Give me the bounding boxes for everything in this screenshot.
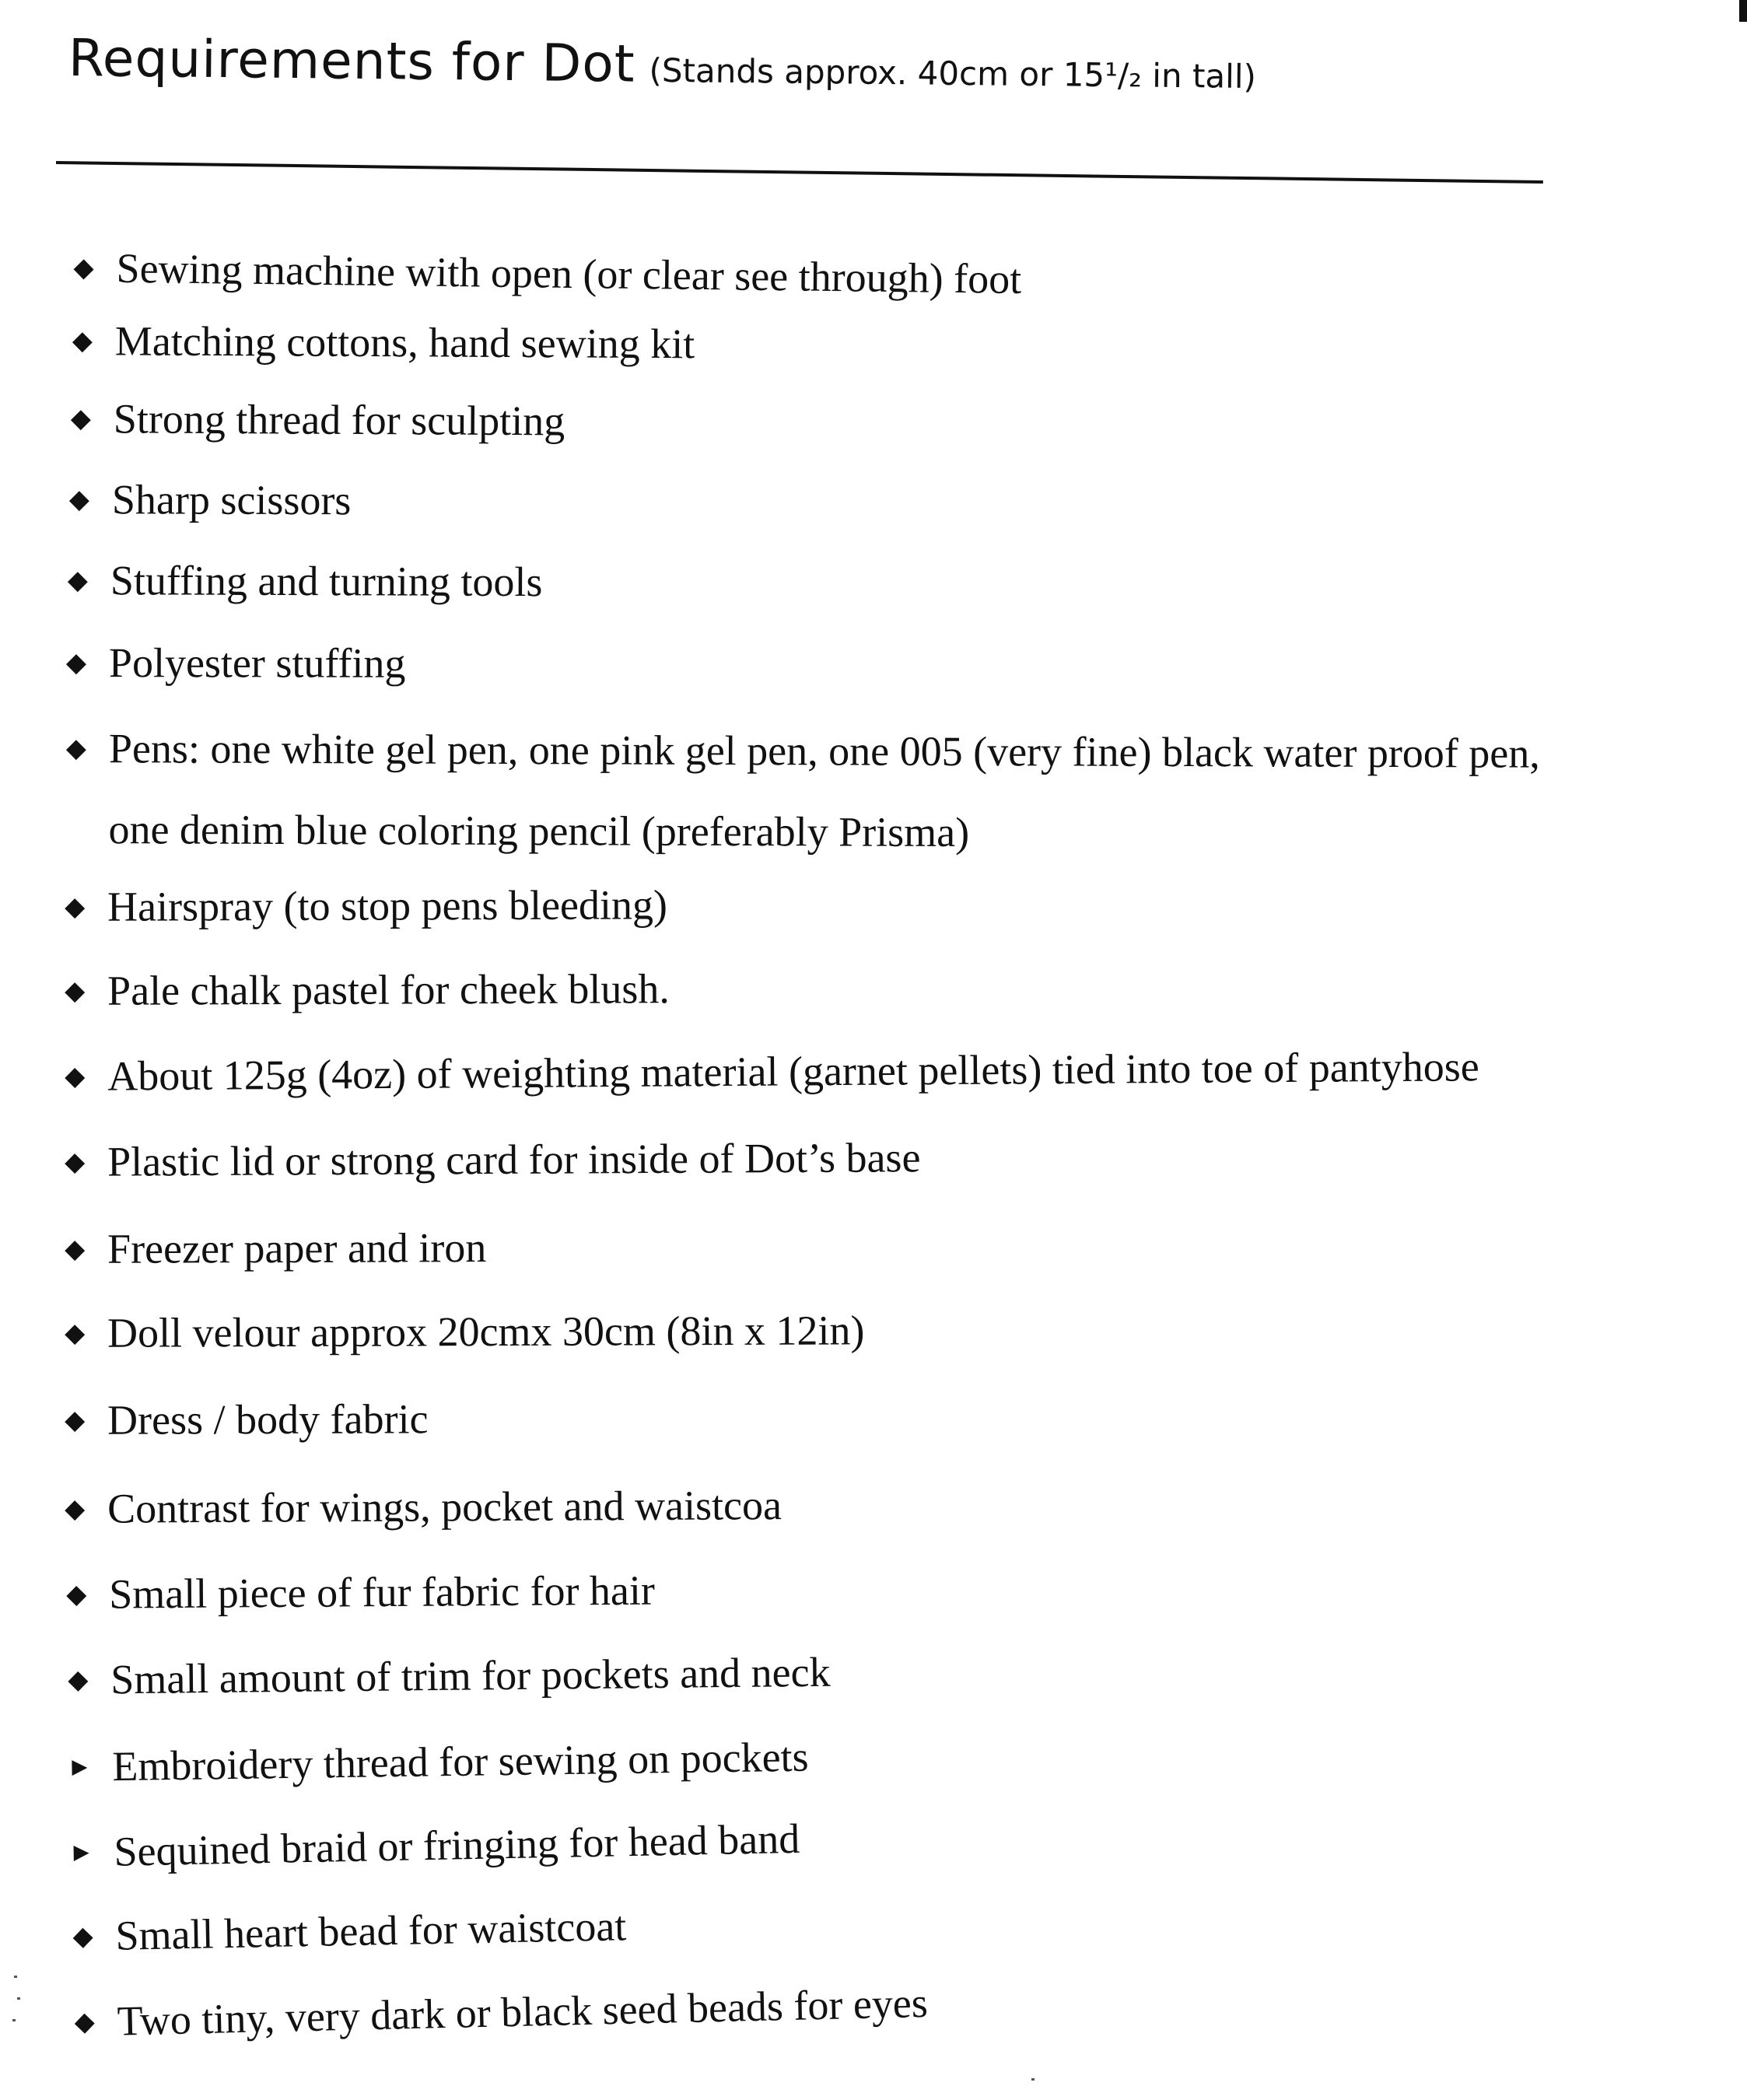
list-item-text: Sharp scissors bbox=[111, 476, 352, 524]
list-item-text: Stuffing and turning tools bbox=[110, 557, 543, 606]
list-item-text: Embroidery thread for sewing on pockets bbox=[111, 1733, 809, 1790]
diamond-bullet-icon: ◆ bbox=[68, 484, 90, 516]
page-title: Requirements for Dot bbox=[68, 28, 636, 94]
diamond-bullet-icon: ◆ bbox=[64, 975, 86, 1006]
diamond-bullet-icon: ◆ bbox=[64, 891, 86, 922]
diamond-bullet-icon: ◆ bbox=[73, 252, 94, 284]
list-item-text: Pens: one white gel pen, one pink gel pen, one 005 (very fine) black water proof pen, bbox=[108, 725, 1540, 777]
page-subtitle: (Stands approx. 40cm or 15¹/₂ in tall) bbox=[649, 51, 1257, 96]
list-item-text: Polyester stuffing bbox=[108, 639, 406, 687]
list-item-text: Small amount of trim for pockets and neck bbox=[110, 1648, 831, 1703]
diamond-bullet-icon: ◆ bbox=[65, 647, 87, 679]
list-item-text: Strong thread for sculpting bbox=[113, 395, 565, 445]
list-item-text: Contrast for wings, pocket and waistcoa bbox=[107, 1482, 782, 1532]
list-item-text: Small piece of fur fabric for hair bbox=[108, 1566, 656, 1618]
list-item-text: Plastic lid or strong card for inside of Dot’s base bbox=[107, 1134, 921, 1185]
diamond-bullet-icon: ◆ bbox=[64, 1493, 86, 1524]
list-item-continuation: one denim blue coloring pencil (preferably Prisma) bbox=[108, 806, 970, 856]
diamond-bullet-icon: ◆ bbox=[68, 1664, 89, 1696]
list-item-text: Matching cottons, hand sewing kit bbox=[114, 317, 695, 368]
list-item-text: Freezer paper and iron bbox=[107, 1224, 487, 1272]
triangle-bullet-icon: ▶ bbox=[72, 1755, 88, 1779]
list-item-text: Hairspray (to stop pens bleeding) bbox=[107, 881, 668, 930]
diamond-bullet-icon: ◆ bbox=[70, 403, 92, 435]
list-item-text: Sequined braid or fringing for head band bbox=[113, 1815, 800, 1875]
scan-speck bbox=[1031, 2078, 1035, 2081]
diamond-bullet-icon: ◆ bbox=[64, 1317, 86, 1349]
list-item-text: Doll velour approx 20cmx 30cm (8in x 12in) bbox=[107, 1307, 865, 1356]
list-item-text: About 125g (4oz) of weighting material (garnet pellets) tied into toe of pantyhose bbox=[107, 1043, 1479, 1100]
diamond-bullet-icon: ◆ bbox=[74, 2006, 96, 2038]
diamond-bullet-icon: ◆ bbox=[65, 1578, 87, 1610]
list-item-text: Two tiny, very dark or black seed beads for eyes bbox=[116, 1979, 929, 2045]
list-item-text: Small heart bead for waistcoat bbox=[114, 1902, 627, 1959]
diamond-bullet-icon: ◆ bbox=[64, 1233, 86, 1265]
diamond-bullet-icon: ◆ bbox=[64, 1404, 86, 1436]
diamond-bullet-icon: ◆ bbox=[64, 1060, 86, 1092]
list-item-text: Pale chalk pastel for cheek blush. bbox=[107, 965, 670, 1014]
list-item-text: Dress / body fabric bbox=[107, 1395, 429, 1444]
scan-speck bbox=[14, 1976, 17, 1978]
list-item-text: Sewing machine with open (or clear see through) foot bbox=[116, 244, 1022, 303]
diamond-bullet-icon: ◆ bbox=[64, 1146, 86, 1178]
triangle-bullet-icon: ▶ bbox=[73, 1840, 89, 1864]
diamond-bullet-icon: ◆ bbox=[67, 565, 89, 597]
diamond-bullet-icon: ◆ bbox=[65, 733, 87, 765]
scan-speck bbox=[17, 1997, 20, 2000]
diamond-bullet-icon: ◆ bbox=[72, 325, 93, 357]
diamond-bullet-icon: ◆ bbox=[72, 1920, 94, 1952]
scan-speck bbox=[12, 2019, 16, 2021]
